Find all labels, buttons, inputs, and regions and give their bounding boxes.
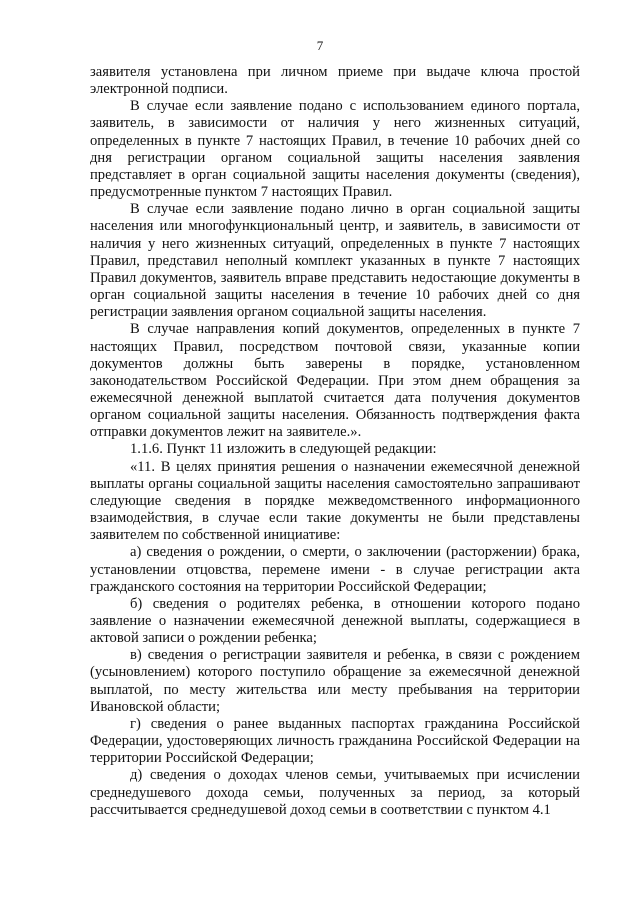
list-item-d: д) сведения о доходах членов семьи, учитываемых при исчислении среднедушевого дохода семьи, полученных за период, за который рассчитывается среднедушевой доход семьи в соответствии с пунктом 4.1 [90,767,580,818]
paragraph-amendment-1-1-6: 1.1.6. Пункт 11 изложить в следующей редакции: [130,441,437,458]
paragraph-single-portal: В случае если заявление подано с использованием единого портала, заявитель, в зависимости от наличия у него жизненных ситуаций, определенных в пункте 7 настоящих Правил, в течение 10 рабочих дней со дня регистрации органом социальной защиты населения заявления представляет в орган социальной защиты населения документы (сведения), предусмотренные пунктом 7 настоящих Правил. [90,98,580,201]
paragraph-postal: В случае направления копий документов, определенных в пункте 7 настоящих Правил, посредством почтовой связи, указанные копии документов должны быть заверены в порядке, установленном законодательством Российской Федерации. При этом днем обращения за ежемесячной денежной выплатой считается дата получения документов органом социальной защиты населения. Обязанность подтверждения факта отправки документов лежит на заявителе.». [90,321,580,441]
page-number: 7 [316,38,324,53]
document-body [90,64,580,819]
paragraph-item-11: «11. В целях принятия решения о назначении ежемесячной денежной выплаты органы социальной защиты населения самостоятельно запрашивают следующие сведения в порядке межведомственного информационного взаимодействия, в случае если такие документы не были представлены заявителем по собственной инициативе: [90,458,580,544]
paragraph-in-person: В случае если заявление подано лично в орган социальной защиты населения или многофункциональный центр, и заявитель, в зависимости от наличия у него жизненных ситуаций, определенных в пункте 7 настоящих Правил, представил неполный комплект указанных в пункте 7 настоящих Правил документов, заявитель вправе представить недостающие документы в орган социальной защиты населения в течение 10 рабочих дней со дня регистрации заявления органом социальной защиты населения. [90,201,580,321]
list-item-g: г) сведения о ранее выданных паспортах гражданина Российской Федерации, удостоверяющих личность гражданина Российской Федерации на территории Российской Федерации; [90,715,580,767]
list-item-b: б) сведения о родителях ребенка, в отношении которого подано заявление о назначении ежемесячной денежной выплаты, содержащиеся в актовой записи о рождении ребенка; [90,595,580,647]
paragraph-continuation: заявителя установлена при личном приеме при выдаче ключа простой электронной подписи. [90,64,580,98]
list-item-a: а) сведения о рождении, о смерти, о заключении (расторжении) брака, установлении отцовства, перемене имени - в случае регистрации акта гражданского состояния на территории Российской Федерации; [90,544,580,595]
list-item-v: в) сведения о регистрации заявителя и ребенка, в связи с рождением (усыновлением) которого поступило обращение за ежемесячной денежной выплатой, по месту жительства или месту пребывания на территории Ивановской области; [90,647,580,715]
